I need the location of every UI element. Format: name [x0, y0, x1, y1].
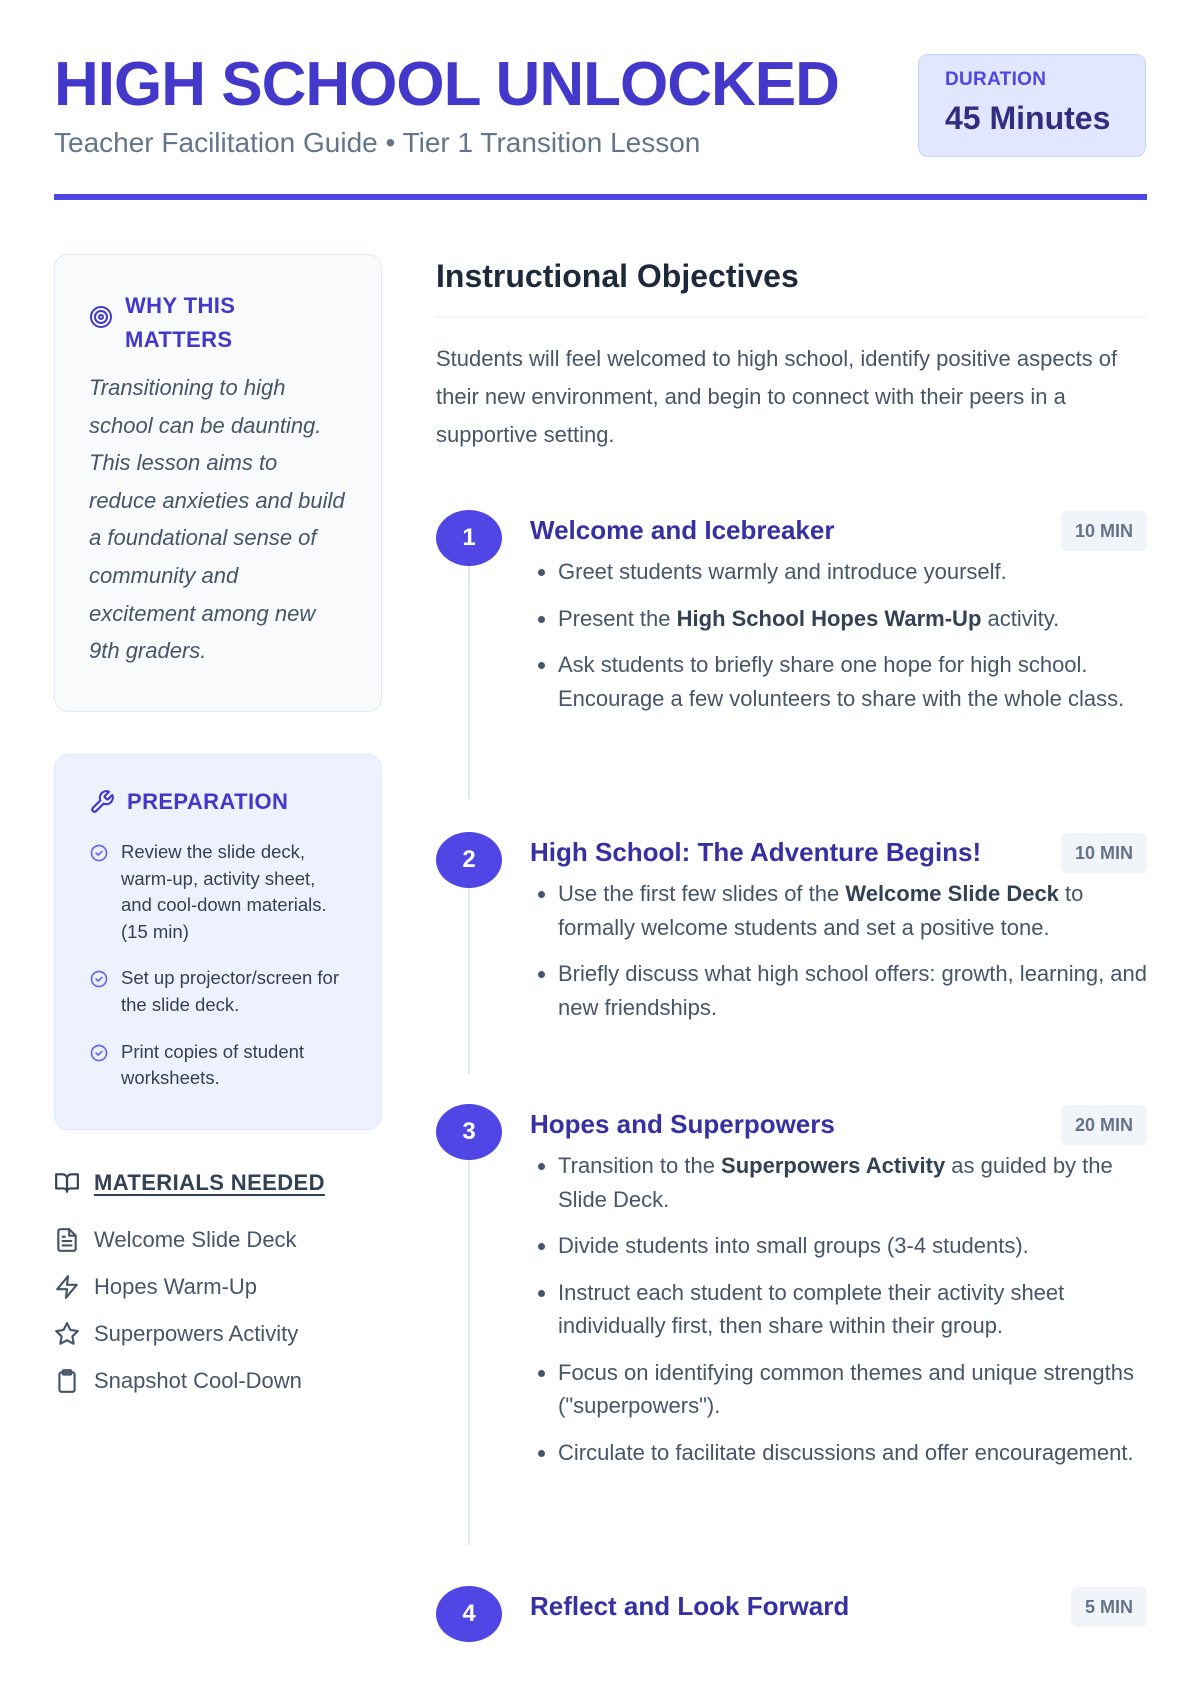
check-circle-icon — [89, 1043, 109, 1063]
bullet-emphasis: Welcome Slide Deck — [845, 881, 1059, 906]
bullet-text: Use the first few slides of the — [558, 881, 846, 906]
preparation-item — [89, 839, 347, 945]
material-item — [54, 1357, 384, 1404]
lightning-icon — [54, 1274, 80, 1300]
step-time-badge: 20 MIN — [1061, 1105, 1147, 1145]
page-title: HIGH SCHOOL UNLOCKED — [54, 50, 839, 119]
step-bullet — [558, 1356, 1147, 1423]
duration-value: 45 Minutes — [945, 100, 1111, 136]
duration-badge — [918, 54, 1146, 157]
material-item-label: Snapshot Cool-Down — [94, 1367, 302, 1393]
wrench-icon — [89, 789, 115, 815]
lesson-step-1 — [436, 510, 1147, 832]
duration-label: DURATION — [945, 69, 1047, 90]
material-item — [54, 1216, 384, 1263]
header-divider — [54, 194, 1147, 200]
bullet-text: Ask students to briefly share one hope for high school. Encourage a few volunteers to share with the whole class. — [558, 652, 1125, 711]
step-number: 2 — [436, 832, 502, 888]
preparation-item — [89, 965, 347, 1018]
step-title: Hopes and Superpowers — [530, 1109, 835, 1139]
check-circle-icon — [89, 969, 109, 989]
step-bullet — [558, 1436, 1147, 1470]
bullet-text: Transition to the — [558, 1153, 722, 1178]
target-icon — [89, 305, 113, 329]
lesson-steps — [436, 510, 1147, 1706]
step-bullet — [558, 1276, 1147, 1343]
step-header — [530, 832, 1147, 873]
bullet-text: to formally welcome students and set a positive tone. — [558, 881, 1084, 940]
timeline-line — [468, 566, 470, 799]
objectives-title: Instructional Objectives — [436, 256, 1147, 318]
bullet-text: Focus on identifying common themes and unique strengths ("superpowers"). — [558, 1359, 1134, 1418]
step-bullet — [558, 555, 1147, 589]
star-icon — [54, 1321, 80, 1347]
preparation-list — [89, 839, 347, 1092]
bullet-text: as guided by the Slide Deck. — [558, 1153, 1113, 1212]
bullet-text: Greet students warmly and introduce yourself. — [558, 559, 1007, 584]
file-text-icon — [54, 1227, 80, 1253]
preparation-title: PREPARATION — [127, 789, 289, 814]
preparation-item — [89, 1039, 347, 1092]
material-item-label: Superpowers Activity — [94, 1320, 299, 1346]
step-bullet — [558, 957, 1147, 1024]
preparation-item-text: Review the slide deck, warm-up, activity sheet, and cool-down materials. (15 min) — [121, 841, 327, 942]
step-bullets — [530, 877, 1147, 1024]
step-header — [530, 1586, 1147, 1627]
step-bullets — [530, 555, 1147, 715]
materials-section — [54, 1170, 384, 1404]
materials-title: MATERIALS NEEDED — [94, 1170, 325, 1195]
step-number: 1 — [436, 510, 502, 566]
step-number: 3 — [436, 1104, 502, 1160]
step-title: High School: The Adventure Begins! — [530, 837, 982, 867]
preparation-item-text: Set up projector/screen for the slide deck. — [121, 967, 339, 1015]
why-body: Transitioning to high school can be daunting. This lesson aims to reduce anxieties and build a foundational sense of community and excitement among new 9th graders. — [89, 375, 345, 664]
bullet-emphasis: Superpowers Activity — [721, 1153, 946, 1178]
bullet-text: Present the — [558, 605, 677, 631]
step-bullet — [558, 1149, 1147, 1216]
step-header — [530, 1104, 1147, 1145]
material-item-label: Hopes Warm-Up — [94, 1273, 257, 1299]
materials-list — [54, 1216, 384, 1404]
step-header — [530, 510, 1147, 551]
bullet-text: Briefly discuss what high school offers: growth, learning, and new friendships. — [558, 961, 1148, 1020]
objectives-body: Students will feel welcomed to high school, identify positive aspects of their new environment, and begin to connect with their peers in a supportive setting. — [436, 346, 1118, 447]
bullet-text: Instruct each student to complete their activity sheet individually first, then share within their group. — [558, 1279, 1065, 1338]
step-number: 4 — [436, 1586, 502, 1642]
step-title: Welcome and Icebreaker — [530, 515, 835, 545]
lesson-step-4 — [436, 1586, 1147, 1706]
book-open-icon — [54, 1170, 80, 1196]
timeline-line — [468, 1160, 470, 1545]
page-subtitle: Teacher Facilitation Guide • Tier 1 Transition Lesson — [54, 127, 701, 158]
bullet-text: activity. — [981, 605, 1060, 631]
clipboard-icon — [54, 1368, 80, 1394]
step-bullets — [530, 1149, 1147, 1469]
preparation-card — [54, 754, 382, 1130]
step-bullet — [558, 877, 1147, 944]
why-title: WHY THIS MATTERS — [125, 293, 236, 352]
step-time-badge: 10 MIN — [1061, 833, 1147, 873]
objectives-section — [436, 256, 1147, 454]
bullet-text: Divide students into small groups (3-4 students). — [558, 1233, 1029, 1258]
material-item — [54, 1310, 384, 1357]
bullet-emphasis: High School Hopes Warm-Up — [676, 605, 982, 631]
step-bullet — [558, 602, 1147, 636]
step-time-badge: 10 MIN — [1061, 511, 1147, 551]
timeline-line — [468, 888, 470, 1074]
why-this-matters-card — [54, 254, 382, 712]
material-item-label: Welcome Slide Deck — [94, 1226, 297, 1252]
check-circle-icon — [89, 843, 109, 863]
lesson-step-2 — [436, 832, 1147, 1104]
preparation-item-text: Print copies of student worksheets. — [121, 1040, 305, 1089]
material-item — [54, 1263, 384, 1310]
bullet-text: Circulate to facilitate discussions and offer encouragement. — [558, 1439, 1134, 1465]
step-time-badge: 5 MIN — [1071, 1587, 1147, 1627]
lesson-step-3 — [436, 1104, 1147, 1586]
step-bullet — [558, 648, 1147, 715]
step-title: Reflect and Look Forward — [530, 1591, 850, 1621]
step-bullet — [558, 1229, 1147, 1263]
